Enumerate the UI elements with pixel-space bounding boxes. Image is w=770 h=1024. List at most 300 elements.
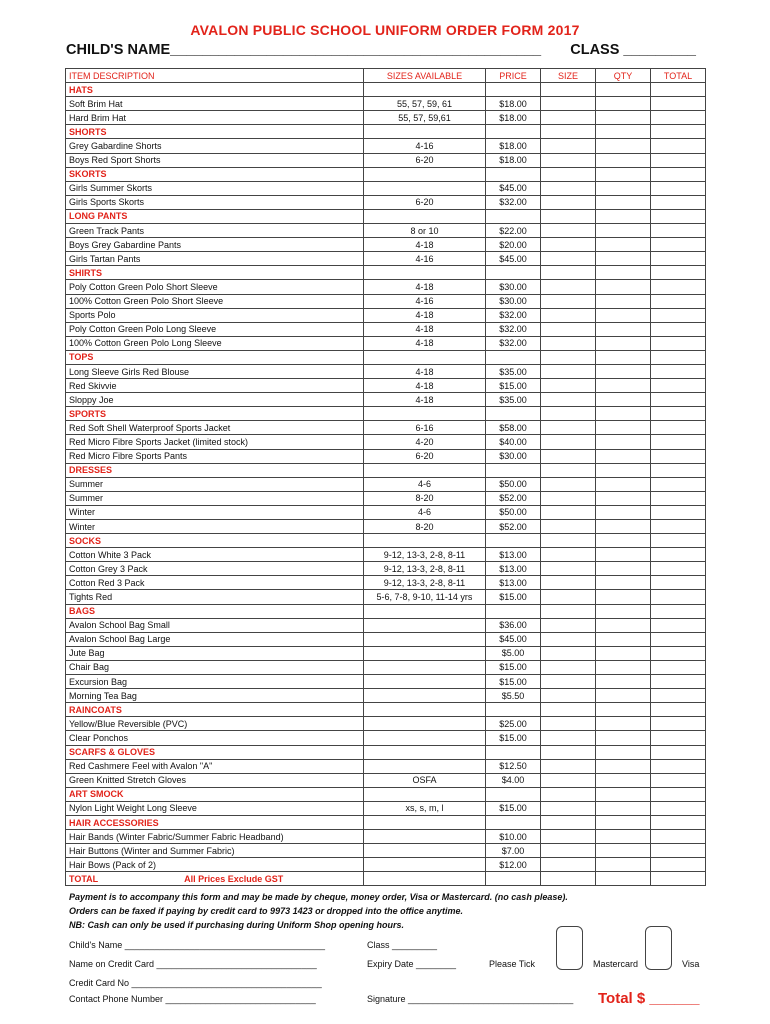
price-cell: $30.00 [486, 449, 541, 463]
price-cell: $13.00 [486, 548, 541, 562]
line-total-cell[interactable] [651, 731, 706, 745]
child-name-field[interactable]: CHILD'S NAME______________________________________________ [66, 42, 542, 58]
price-cell: $50.00 [486, 477, 541, 491]
qty-entry-cell[interactable] [596, 421, 651, 435]
line-total-cell[interactable] [651, 421, 706, 435]
qty-entry-cell[interactable] [596, 618, 651, 632]
section-header-row [66, 787, 706, 801]
line-total-cell[interactable] [651, 660, 706, 674]
section-header-row [66, 209, 706, 223]
qty-entry-cell[interactable] [596, 322, 651, 336]
line-total-cell[interactable] [651, 308, 706, 322]
line-total-cell[interactable] [651, 759, 706, 773]
size-entry-cell[interactable] [541, 393, 596, 407]
qty-entry-cell[interactable] [596, 731, 651, 745]
price-cell: $4.00 [486, 773, 541, 787]
qty-entry-cell[interactable] [596, 660, 651, 674]
price-cell: $32.00 [486, 308, 541, 322]
qty-entry-cell [596, 83, 651, 97]
size-entry-cell[interactable] [541, 364, 596, 378]
qty-entry-cell [596, 745, 651, 759]
sizes-available-cell: 9-12, 13-3, 2-8, 8-11 [364, 548, 486, 562]
qty-entry-cell[interactable] [596, 689, 651, 703]
qty-entry-cell[interactable] [596, 139, 651, 153]
sizes-available-cell: 9-12, 13-3, 2-8, 8-11 [364, 562, 486, 576]
size-entry-cell[interactable] [541, 675, 596, 689]
item-description: Long Sleeve Girls Red Blouse [66, 364, 364, 378]
qty-entry-cell[interactable] [596, 562, 651, 576]
section-header-row [66, 350, 706, 364]
price-cell: $32.00 [486, 195, 541, 209]
line-total-cell[interactable] [651, 280, 706, 294]
item-row [66, 181, 706, 195]
item-description: Cotton White 3 Pack [66, 548, 364, 562]
sizes-available-cell [364, 787, 486, 801]
payment-note-1: Payment is to accompany this form and may be made by cheque, money order, Visa or Mastercard. (no cash please). [69, 892, 568, 902]
qty-entry-cell[interactable] [596, 153, 651, 167]
mastercard-label: Mastercard [593, 959, 639, 969]
line-total-cell[interactable] [651, 322, 706, 336]
section-header-row [66, 125, 706, 139]
payment-note-2: Orders can be faxed if paying by credit card to 9973 1423 or dropped into the office anytime. [69, 906, 463, 916]
qty-entry-cell[interactable] [596, 280, 651, 294]
price-cell [486, 407, 541, 421]
section-header-row [66, 815, 706, 829]
size-entry-cell[interactable] [541, 421, 596, 435]
item-description: Sloppy Joe [66, 393, 364, 407]
qty-entry-cell[interactable] [596, 379, 651, 393]
price-cell [486, 350, 541, 364]
line-total-cell[interactable] [651, 844, 706, 858]
line-total-cell[interactable] [651, 646, 706, 660]
qty-entry-cell[interactable] [596, 336, 651, 350]
section-title: SOCKS [66, 534, 364, 548]
credit-card-number-field[interactable]: Credit Card No ______________________________________ [69, 978, 322, 988]
size-entry-cell[interactable] [541, 322, 596, 336]
size-entry-cell [541, 350, 596, 364]
size-entry-cell[interactable] [541, 505, 596, 519]
sizes-available-cell: xs, s, m, l [364, 801, 486, 815]
line-total-cell[interactable] [651, 195, 706, 209]
size-entry-cell [541, 815, 596, 829]
item-row [66, 491, 706, 505]
signature-field[interactable]: Signature _________________________________ [367, 994, 574, 1004]
section-title: TOPS [66, 350, 364, 364]
line-total-cell[interactable] [651, 801, 706, 815]
qty-entry-cell[interactable] [596, 646, 651, 660]
price-cell: $15.00 [486, 590, 541, 604]
line-total-cell[interactable] [651, 548, 706, 562]
line-total-cell[interactable] [651, 632, 706, 646]
class-field[interactable]: CLASS _________ [570, 42, 696, 58]
col-header-sizes: SIZES AVAILABLE [364, 69, 486, 83]
item-description: Green Track Pants [66, 224, 364, 238]
line-total-cell [651, 350, 706, 364]
item-row [66, 548, 706, 562]
name-on-card-field[interactable]: Name on Credit Card ________________________________ [69, 959, 317, 969]
qty-entry-cell[interactable] [596, 97, 651, 111]
qty-entry-cell[interactable] [596, 294, 651, 308]
item-row [66, 562, 706, 576]
section-title: ART SMOCK [66, 787, 364, 801]
sizes-available-cell: 4-6 [364, 477, 486, 491]
size-entry-cell[interactable] [541, 224, 596, 238]
sizes-available-cell: 8-20 [364, 491, 486, 505]
qty-entry-cell[interactable] [596, 675, 651, 689]
line-total-cell[interactable] [651, 449, 706, 463]
price-cell: $13.00 [486, 576, 541, 590]
qty-entry-cell[interactable] [596, 576, 651, 590]
item-row [66, 477, 706, 491]
section-title: LONG PANTS [66, 209, 364, 223]
price-cell [486, 83, 541, 97]
price-cell [486, 463, 541, 477]
sizes-available-cell: 8-20 [364, 520, 486, 534]
section-title: SKORTS [66, 167, 364, 181]
price-cell [486, 703, 541, 717]
size-entry-cell[interactable] [541, 646, 596, 660]
size-entry-cell[interactable] [541, 449, 596, 463]
qty-entry-cell[interactable] [596, 844, 651, 858]
line-total-cell [651, 83, 706, 97]
line-total-cell[interactable] [651, 590, 706, 604]
size-entry-cell[interactable] [541, 731, 596, 745]
visa-checkbox[interactable] [645, 926, 672, 970]
order-table [65, 68, 706, 886]
section-title: SCARFS & GLOVES [66, 745, 364, 759]
size-entry-cell[interactable] [541, 562, 596, 576]
price-cell: $50.00 [486, 505, 541, 519]
line-total-cell[interactable] [651, 336, 706, 350]
size-entry-cell[interactable] [541, 294, 596, 308]
line-total-cell[interactable] [651, 252, 706, 266]
size-entry-cell[interactable] [541, 308, 596, 322]
size-entry-cell [541, 209, 596, 223]
total-label: TOTAL [69, 873, 99, 884]
item-description: Red Soft Shell Waterproof Sports Jacket [66, 421, 364, 435]
line-total-cell[interactable] [651, 562, 706, 576]
mastercard-checkbox[interactable] [556, 926, 583, 970]
qty-entry-cell[interactable] [596, 491, 651, 505]
price-cell [486, 209, 541, 223]
sizes-available-cell: 4-18 [364, 393, 486, 407]
order-rows [66, 83, 706, 872]
section-title: RAINCOATS [66, 703, 364, 717]
line-total-cell [651, 125, 706, 139]
price-cell [486, 167, 541, 181]
qty-entry-cell[interactable] [596, 477, 651, 491]
grand-total-cell[interactable] [651, 872, 706, 886]
price-cell: $32.00 [486, 336, 541, 350]
qty-entry-cell[interactable] [596, 773, 651, 787]
price-cell: $10.00 [486, 830, 541, 844]
item-description: Chair Bag [66, 660, 364, 674]
footer-class-field[interactable]: Class _________ [367, 940, 438, 950]
item-row [66, 505, 706, 519]
line-total-cell[interactable] [651, 97, 706, 111]
sizes-available-cell: 6-20 [364, 195, 486, 209]
total-row [66, 872, 706, 886]
qty-entry-cell[interactable] [596, 590, 651, 604]
sizes-available-cell: 6-20 [364, 449, 486, 463]
section-header-row [66, 167, 706, 181]
size-entry-cell[interactable] [541, 238, 596, 252]
size-entry-cell[interactable] [541, 139, 596, 153]
size-entry-cell[interactable] [541, 252, 596, 266]
section-header-row [66, 604, 706, 618]
size-entry-cell[interactable] [541, 97, 596, 111]
item-row [66, 520, 706, 534]
sizes-available-cell [364, 717, 486, 731]
sizes-available-cell: 4-18 [364, 322, 486, 336]
section-header-row [66, 745, 706, 759]
qty-entry-cell[interactable] [596, 238, 651, 252]
size-entry-cell[interactable] [541, 618, 596, 632]
sizes-available-cell: 55, 57, 59, 61 [364, 97, 486, 111]
section-title: HAIR ACCESSORIES [66, 815, 364, 829]
qty-entry-cell [596, 209, 651, 223]
item-description: Girls Summer Skorts [66, 181, 364, 195]
price-cell [486, 125, 541, 139]
sizes-available-cell: 4-18 [364, 280, 486, 294]
size-entry-cell[interactable] [541, 660, 596, 674]
size-entry-cell[interactable] [541, 435, 596, 449]
section-header-row [66, 534, 706, 548]
line-total-cell[interactable] [651, 618, 706, 632]
sizes-available-cell [364, 646, 486, 660]
price-cell: $15.00 [486, 731, 541, 745]
line-total-cell[interactable] [651, 576, 706, 590]
item-row [66, 322, 706, 336]
qty-entry-cell[interactable] [596, 393, 651, 407]
sizes-available-cell [364, 632, 486, 646]
sizes-available-cell: 4-18 [364, 336, 486, 350]
size-entry-cell[interactable] [541, 801, 596, 815]
qty-entry-cell[interactable] [596, 801, 651, 815]
size-entry-cell[interactable] [541, 181, 596, 195]
size-entry-cell[interactable] [541, 759, 596, 773]
qty-entry-cell[interactable] [596, 505, 651, 519]
sizes-available-cell [364, 858, 486, 872]
price-cell: $15.00 [486, 379, 541, 393]
size-entry-cell[interactable] [541, 195, 596, 209]
line-total-cell[interactable] [651, 477, 706, 491]
line-total-cell [651, 463, 706, 477]
size-entry-cell[interactable] [541, 153, 596, 167]
size-entry-cell[interactable] [541, 280, 596, 294]
line-total-cell[interactable] [651, 675, 706, 689]
item-row [66, 224, 706, 238]
sizes-available-cell [364, 689, 486, 703]
price-cell: $45.00 [486, 252, 541, 266]
line-total-cell[interactable] [651, 520, 706, 534]
qty-entry-cell[interactable] [596, 195, 651, 209]
line-total-cell[interactable] [651, 858, 706, 872]
sizes-available-cell: 4-6 [364, 505, 486, 519]
price-cell: $30.00 [486, 280, 541, 294]
sizes-available-cell [364, 83, 486, 97]
item-row [66, 393, 706, 407]
size-entry-cell[interactable] [541, 590, 596, 604]
qty-entry-cell[interactable] [596, 435, 651, 449]
sizes-available-cell [364, 181, 486, 195]
qty-entry-cell[interactable] [596, 759, 651, 773]
qty-entry-cell[interactable] [596, 252, 651, 266]
line-total-cell[interactable] [651, 830, 706, 844]
size-entry-cell[interactable] [541, 336, 596, 350]
sizes-available-cell [364, 844, 486, 858]
size-entry-cell[interactable] [541, 830, 596, 844]
sizes-available-cell: 6-20 [364, 153, 486, 167]
item-description: Red Micro Fibre Sports Jacket (limited stock) [66, 435, 364, 449]
price-cell: $20.00 [486, 238, 541, 252]
sizes-available-cell [364, 604, 486, 618]
price-cell: $45.00 [486, 632, 541, 646]
qty-entry-cell[interactable] [596, 181, 651, 195]
qty-entry-cell [596, 787, 651, 801]
item-description: Boys Red Sport Shorts [66, 153, 364, 167]
line-total-cell [651, 703, 706, 717]
size-entry-cell[interactable] [541, 717, 596, 731]
section-title: BAGS [66, 604, 364, 618]
item-row [66, 717, 706, 731]
size-entry-cell [541, 534, 596, 548]
item-row [66, 195, 706, 209]
price-cell: $18.00 [486, 111, 541, 125]
section-header-row [66, 83, 706, 97]
qty-entry-cell[interactable] [596, 364, 651, 378]
item-description: Hair Bows (Pack of 2) [66, 858, 364, 872]
qty-entry-cell[interactable] [596, 830, 651, 844]
price-cell: $36.00 [486, 618, 541, 632]
price-cell: $25.00 [486, 717, 541, 731]
price-cell: $7.00 [486, 844, 541, 858]
size-entry-cell[interactable] [541, 858, 596, 872]
expiry-date-field[interactable]: Expiry Date ________ [367, 959, 457, 969]
price-cell: $5.00 [486, 646, 541, 660]
item-description: 100% Cotton Green Polo Long Sleeve [66, 336, 364, 350]
item-description: Jute Bag [66, 646, 364, 660]
sizes-available-cell: 4-16 [364, 139, 486, 153]
qty-entry-cell[interactable] [596, 717, 651, 731]
size-entry-cell [541, 463, 596, 477]
col-header-size: SIZE [541, 69, 596, 83]
item-row [66, 801, 706, 815]
item-description: Clear Ponchos [66, 731, 364, 745]
price-cell: $12.00 [486, 858, 541, 872]
line-total-cell[interactable] [651, 435, 706, 449]
line-total-cell[interactable] [651, 379, 706, 393]
visa-label: Visa [682, 959, 700, 969]
size-entry-cell[interactable] [541, 773, 596, 787]
price-cell [486, 745, 541, 759]
item-description: Avalon School Bag Small [66, 618, 364, 632]
size-entry-cell[interactable] [541, 477, 596, 491]
sizes-available-cell: 4-18 [364, 238, 486, 252]
line-total-cell[interactable] [651, 717, 706, 731]
qty-entry-cell[interactable] [596, 548, 651, 562]
col-header-qty: QTY [596, 69, 651, 83]
childs-name-field[interactable]: Child's Name ________________________________________ [69, 940, 325, 950]
item-row [66, 632, 706, 646]
item-description: Red Skivvie [66, 379, 364, 393]
sizes-available-cell [364, 618, 486, 632]
line-total-cell[interactable] [651, 224, 706, 238]
line-total-cell[interactable] [651, 181, 706, 195]
qty-entry-cell[interactable] [596, 632, 651, 646]
price-cell: $15.00 [486, 801, 541, 815]
qty-entry-cell[interactable] [596, 858, 651, 872]
item-description: 100% Cotton Green Polo Short Sleeve [66, 294, 364, 308]
price-cell: $12.50 [486, 759, 541, 773]
sizes-available-cell: 4-18 [364, 379, 486, 393]
total-label-cell [66, 872, 364, 886]
line-total-cell[interactable] [651, 111, 706, 125]
size-entry-cell [541, 167, 596, 181]
line-total-cell[interactable] [651, 364, 706, 378]
line-total-cell [651, 534, 706, 548]
price-cell: $35.00 [486, 393, 541, 407]
total-sizes-cell [364, 872, 486, 886]
qty-entry-cell[interactable] [596, 449, 651, 463]
line-total-cell [651, 815, 706, 829]
line-total-cell[interactable] [651, 491, 706, 505]
qty-entry-cell [596, 125, 651, 139]
size-entry-cell[interactable] [541, 548, 596, 562]
please-tick-label: Please Tick [489, 959, 536, 969]
size-entry-cell[interactable] [541, 111, 596, 125]
line-total-cell[interactable] [651, 505, 706, 519]
item-description: Poly Cotton Green Polo Short Sleeve [66, 280, 364, 294]
qty-entry-cell[interactable] [596, 111, 651, 125]
size-entry-cell[interactable] [541, 844, 596, 858]
line-total-cell[interactable] [651, 153, 706, 167]
size-entry-cell[interactable] [541, 379, 596, 393]
line-total-cell[interactable] [651, 773, 706, 787]
line-total-cell[interactable] [651, 689, 706, 703]
qty-entry-cell [596, 407, 651, 421]
item-description: Cotton Red 3 Pack [66, 576, 364, 590]
qty-entry-cell[interactable] [596, 520, 651, 534]
qty-entry-cell[interactable] [596, 308, 651, 322]
item-description: Hair Bands (Winter Fabric/Summer Fabric Headband) [66, 830, 364, 844]
line-total-cell[interactable] [651, 294, 706, 308]
item-row [66, 844, 706, 858]
sizes-available-cell [364, 830, 486, 844]
sizes-available-cell: 5-6, 7-8, 9-10, 11-14 yrs [364, 590, 486, 604]
item-row [66, 858, 706, 872]
qty-entry-cell[interactable] [596, 224, 651, 238]
line-total-cell[interactable] [651, 393, 706, 407]
contact-phone-field[interactable]: Contact Phone Number ______________________________ [69, 994, 316, 1004]
qty-entry-cell [596, 350, 651, 364]
price-cell [486, 787, 541, 801]
section-header-row [66, 703, 706, 717]
size-entry-cell [541, 125, 596, 139]
size-entry-cell[interactable] [541, 491, 596, 505]
line-total-cell[interactable] [651, 238, 706, 252]
sizes-available-cell [364, 463, 486, 477]
total-amount-field[interactable]: Total $ ______ [598, 990, 700, 1007]
size-entry-cell[interactable] [541, 632, 596, 646]
price-cell [486, 266, 541, 280]
size-entry-cell[interactable] [541, 689, 596, 703]
size-entry-cell[interactable] [541, 576, 596, 590]
size-entry-cell[interactable] [541, 520, 596, 534]
item-row [66, 97, 706, 111]
sizes-available-cell [364, 407, 486, 421]
line-total-cell[interactable] [651, 139, 706, 153]
